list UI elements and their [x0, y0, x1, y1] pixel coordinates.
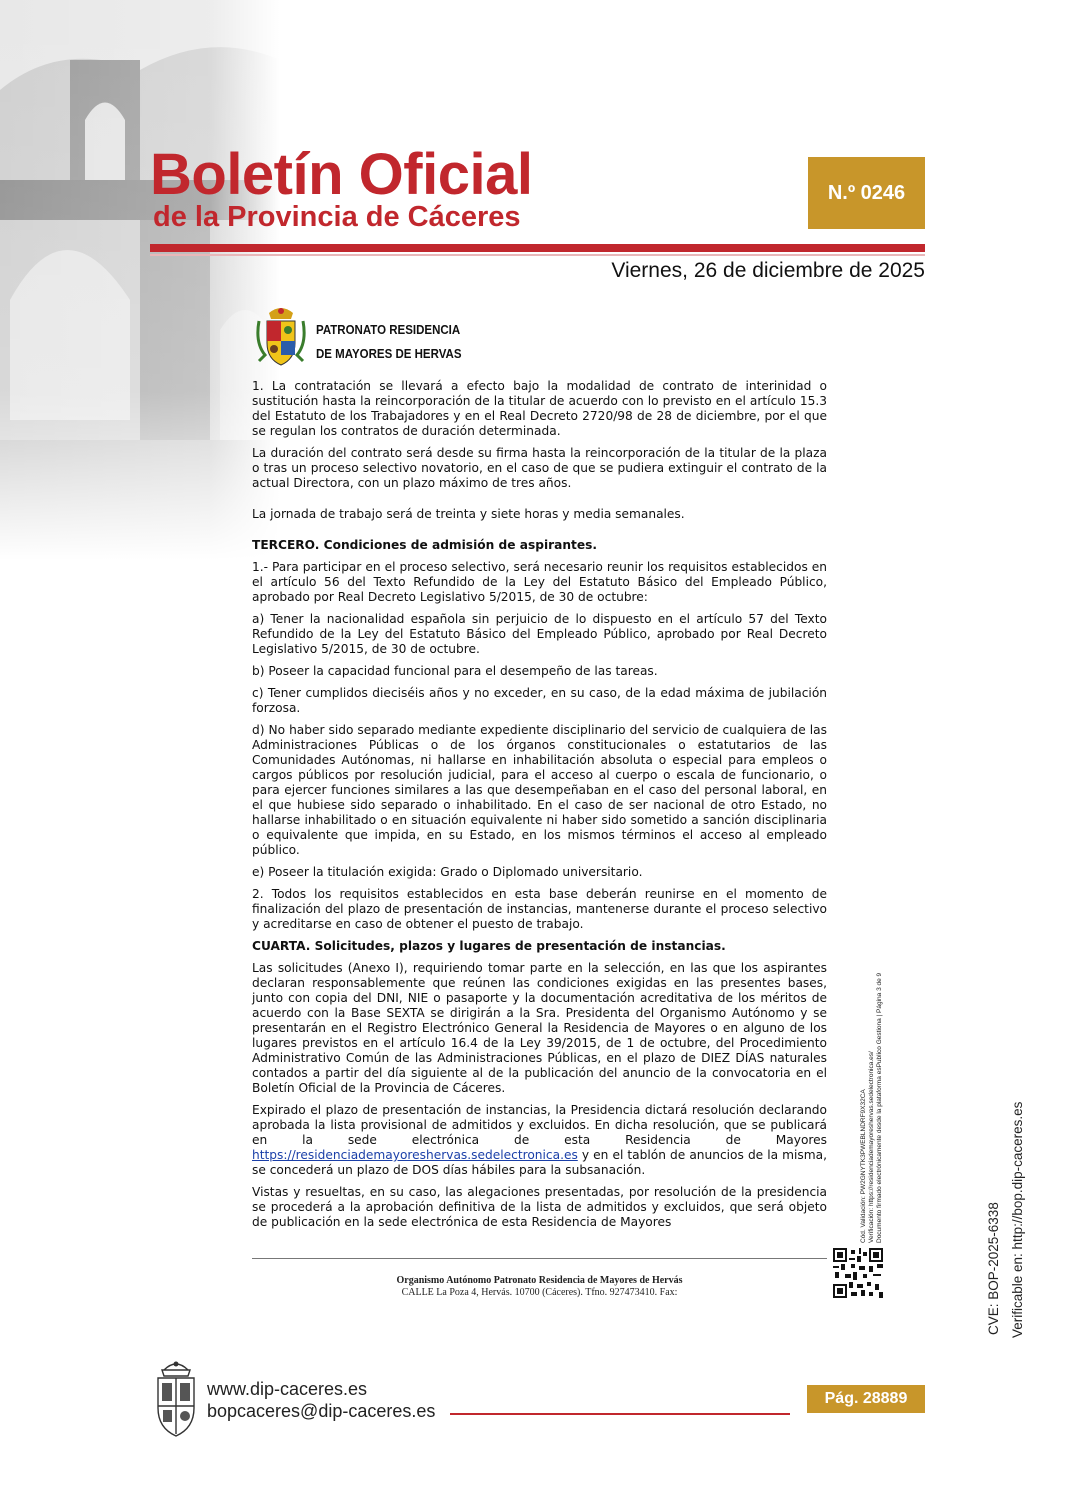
organization-name [316, 318, 462, 366]
validation-url: Verificación: https://residenciademayoreshervas.sedelectronica.es/ [868, 1051, 875, 1243]
paragraph: Las solicitudes (Anexo I), requiriendo tomar parte en la selección, en las que los aspirantes declaran responsablemente que reúnen las condiciones exigidas en las presentes bases, junto con copia del DNI, NIE o pasaporte y la documentación acreditativa de los méritos de acuerdo con la Base SEXTA se dirigirán a la Sra. Presidenta del Organismo Autónomo y se presentarán en el Registro Electrónico General la Residencia de Mayores o en alguno de los lugares previstos en el artículo 16.4 de la Ley 39/2015, de 1 de octubre, del Procedimiento Administrativo Común de las Administraciones Públicas, en el plazo de DIEZ DÍAS naturales contados a partir del día siguiente al de la publicación del anuncio de la convocatoria en el Boletín Oficial de la Provincia de Cáceres. [252, 961, 827, 1095]
section-heading-cuarta: CUARTA. Solicitudes, plazos y lugares de presentación de instancias. [252, 939, 726, 953]
footer-org-name: Organismo Autónomo Patronato Residencia de Mayores de Hervás [396, 1275, 683, 1286]
cve-label: CVE: BOP-2025-6338 [986, 1202, 1001, 1335]
diputacion-coat-of-arms-icon [152, 1356, 200, 1438]
footer-organization [252, 1275, 827, 1299]
organization-name-line2: DE MAYORES DE HERVAS [316, 347, 462, 361]
paragraph: Vistas y resueltas, en su caso, las alegaciones presentadas, por resolución de la presidencia se procederá a la aprobación definitiva de la lista de admitidos y excluidos, que será objeto de publicación en la sede electrónica de esta Residencia de Mayores [252, 1185, 827, 1229]
validation-signature: Documento firmado electrónicamente desde la plataforma esPublico Gestiona | Página 3 de 9 [876, 972, 883, 1243]
website-link[interactable]: www.dip-caceres.es [207, 1379, 368, 1399]
qr-code-icon [833, 1248, 883, 1298]
header-divider [150, 244, 925, 252]
email-link[interactable]: bopcaceres@dip-caceres.es [207, 1401, 436, 1421]
organization-name-line1: PATRONATO RESIDENCIA [316, 323, 461, 337]
paragraph: 2. Todos los requisitos establecidos en esta base deberán reunirse en el momento de finalización del plazo de presentación de instancias, mantenerse durante el proceso selectivo y acreditarse en caso de obtener el puesto de trabajo. [252, 887, 827, 931]
validation-code: Cód. Validación: PW2GNYTK3PWEBLNDRF9X32CA [860, 1089, 867, 1243]
footer-divider [252, 1258, 827, 1259]
paragraph-text: Expirado el plazo de presentación de instancias, la Presidencia dictará resolución declarando aprobada la lista provisional de admitidos y excluidos. En dicha resolución, que se publicará en la sede electrónica de esta Residencia de Mayores [252, 1103, 827, 1147]
contact-block [207, 1378, 435, 1422]
document-body [252, 379, 827, 1237]
page-number-badge: Pág. 28889 [807, 1385, 925, 1413]
paragraph: c) Tener cumplidos dieciséis años y no exceder, en su caso, de la edad máxima de jubilación forzosa. [252, 686, 827, 715]
bottom-divider [450, 1413, 790, 1415]
coat-of-arms-icon [255, 303, 307, 367]
bulletin-title: Boletín Oficial [150, 142, 533, 207]
paragraph: a) Tener la nacionalidad española sin perjuicio de lo dispuesto en el artículo 57 del Texto Refundido de la Ley del Estatuto Básico del Empleado Público, aprobado por Real Decreto Legislativo 5/2015, de 30 de octubre. [252, 612, 827, 656]
paragraph: d) No haber sido separado mediante expediente disciplinario del servicio de cualquiera de las Administraciones Públicas o de los órganos constitucionales o estatutarios de las Comunidades Autónomas, ni hallarse en inhabilitación absoluta o especial para empleos o cargos públicos por resolución judicial, para el acceso al cuerpo o escala de funcionario, o para ejercer funciones similares a las que desempeñaban en el caso del personal laboral, en el que hubiese sido separado o inhabilitado. En el caso de ser nacional de otro Estado, no hallarse inhabilitado o en situación equivalente ni haber sido sometido a sanción disciplinaria o equivalente que impida, en su Estado, en los mismos términos el acceso al empleado público. [252, 723, 827, 857]
bulletin-subtitle: de la Provincia de Cáceres [153, 201, 521, 233]
background-bridge-photo [0, 0, 280, 560]
paragraph: b) Poseer la capacidad funcional para el desempeño de las tareas. [252, 664, 658, 678]
paragraph: 1.- Para participar en el proceso selectivo, será necesario reunir los requisitos establecidos en el artículo 56 del Texto Refundido de la Ley del Estatuto Básico del Empleado Público, aprobado por Real Decreto Legislativo 5/2015, de 30 de octubre: [252, 560, 827, 604]
issue-number-badge: N.º 0246 [808, 157, 925, 229]
paragraph: La duración del contrato será desde su firma hasta la reincorporación de la titular de la plaza o tras un proceso selectivo novatorio, en el caso de que se pudiera extinguir el contrato de la actual Directora, con un plazo máximo de tres años. [252, 446, 827, 490]
paragraph: La jornada de trabajo será de treinta y siete horas y media semanales. [252, 507, 685, 521]
paragraph: 1. La contratación se llevará a efecto bajo la modalidad de contrato de interinidad o sustitución hasta la reincorporación de la titular de acuerdo con lo previsto en el artículo 15.3 del Estatuto de los Trabajadores y en el Real Decreto 2720/98 de 28 de diciembre, por el que se regulan los contratos de duración determinada. [252, 379, 827, 438]
publication-date: Viernes, 26 de diciembre de 2025 [611, 259, 925, 282]
section-heading-tercero: TERCERO. Condiciones de admisión de aspirantes. [252, 538, 598, 552]
header-divider-shadow [150, 254, 925, 256]
paragraph: e) Poseer la titulación exigida: Grado o Diplomado universitario. [252, 865, 643, 879]
residence-sede-link[interactable]: https://residenciademayoreshervas.sedelectronica.es [252, 1148, 578, 1162]
verify-label: Verificable en: http://bop.dip-caceres.es [1010, 1101, 1025, 1338]
paragraph-text: y en el tablón de anuncios de la misma, se concederá un plazo de DOS días hábiles para la subsanación. [252, 1148, 827, 1177]
validation-text [860, 973, 884, 1243]
footer-address: CALLE La Poza 4, Hervás. 10700 (Cáceres). Tfno. 927473410. Fax: [401, 1287, 678, 1298]
paragraph [252, 1103, 827, 1178]
